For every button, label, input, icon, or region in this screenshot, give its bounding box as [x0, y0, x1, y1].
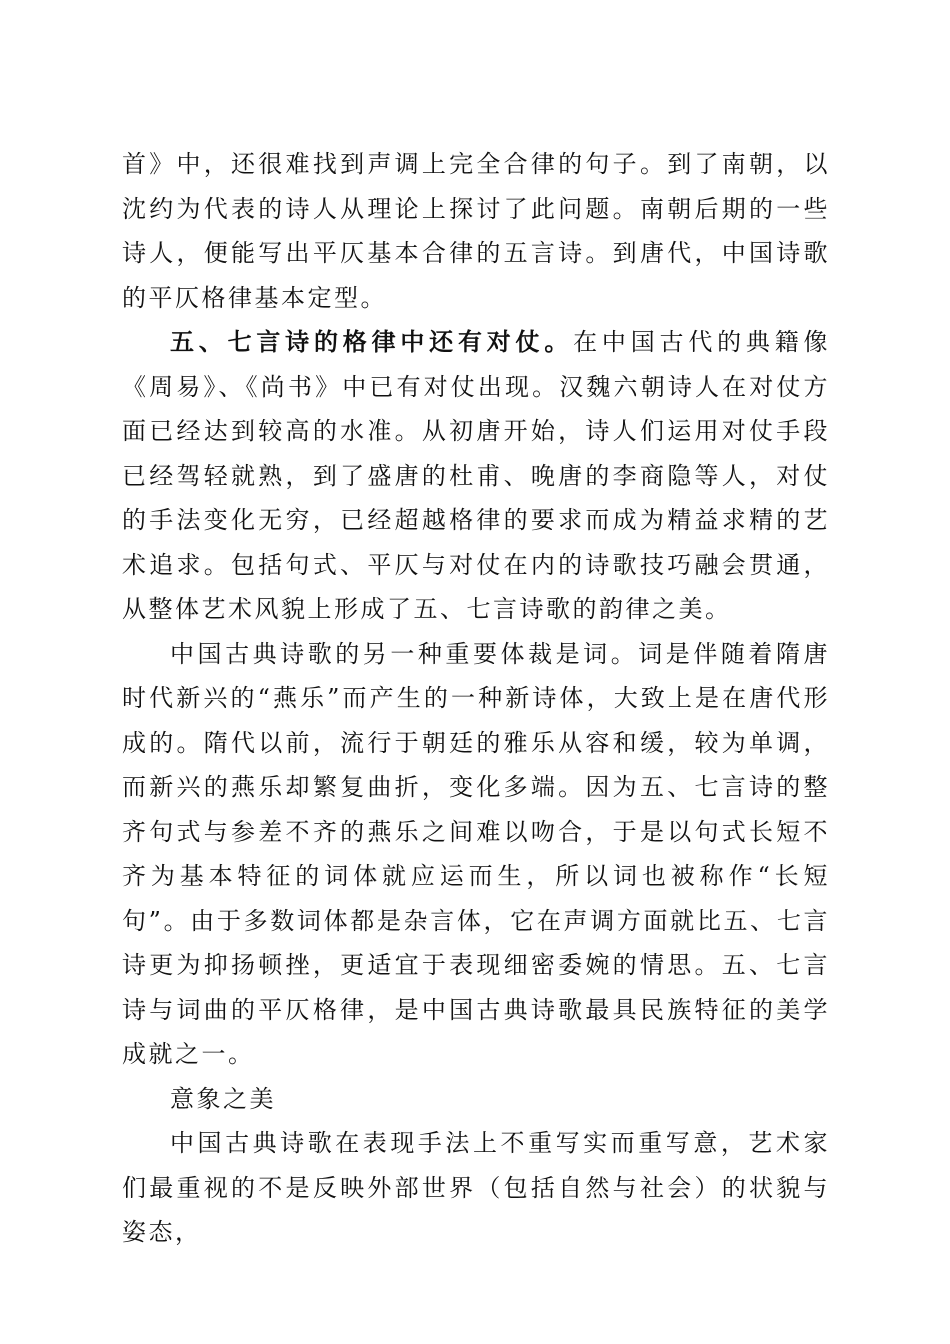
paragraph-imagery: 中国古典诗歌在表现手法上不重写实而重写意，艺术家们最重视的不是反映外部世界（包括自然与社会）的状貌与姿态， — [122, 1129, 830, 1246]
section-title-imagery: 意象之美 — [170, 1084, 276, 1113]
paragraph-tonal-rules: 首》中，还很难找到声调上完全合律的句子。到了南朝，以沈约为代表的诗人从理论上探讨了此问题。南朝后期的一些诗人，便能写出平仄基本合律的五言诗。到唐代，中国诗歌的平仄格律基本定型。 — [122, 150, 830, 312]
paragraph-ci-poetry: 中国古典诗歌的另一种重要体裁是词。词是伴随着隋唐时代新兴的“燕乐”而产生的一种新诗体，大致上是在唐代形成的。隋代以前，流行于朝廷的雅乐从容和缓，较为单调，而新兴的燕乐却繁复曲折，变化多端。因为五、七言诗的整齐句式与参差不齐的燕乐之间难以吻合，于是以句式长短不齐为基本特征的词体就应运而生，所以词也被称作“长短句”。由于多数词体都是杂言体，它在声调方面就比五、七言诗更为抑扬顿挫，更适宜于表现细密委婉的情思。五、七言诗与词曲的平仄格律，是中国古典诗歌最具民族特征的美学成就之一。 — [122, 639, 830, 1068]
paragraph-antithesis-body: 在中国古代的典籍像《周易》、《尚书》中已有对仗出现。汉魏六朝诗人在对仗方面已经达到较高的水准。从初唐开始，诗人们运用对仗手段已经驾轻就熟，到了盛唐的杜甫、晚唐的李商隐等人，对仗的手法变化无穷，已经超越格律的要求而成为精益求精的艺术追求。包括句式、平仄与对仗在内的诗歌技巧融会贯通，从整体艺术风貌上形成了五、七言诗歌的韵律之美。 — [122, 328, 831, 623]
document-body — [122, 142, 830, 1255]
paragraph-antithesis — [122, 320, 830, 632]
paragraph-heading-antithesis: 五、七言诗的格律中还有对仗。 — [170, 328, 574, 356]
